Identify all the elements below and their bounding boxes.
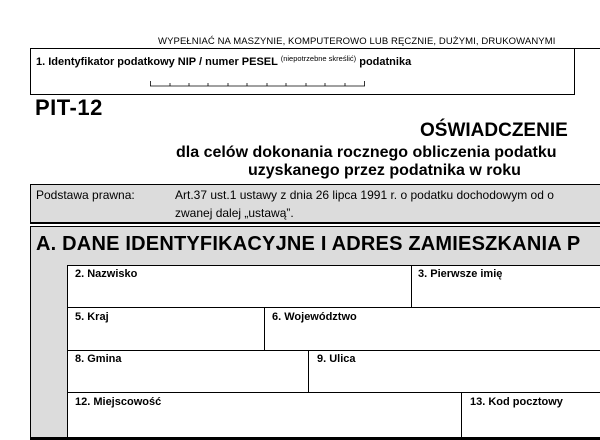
identifier-label xyxy=(36,54,411,68)
field-nazwisko-label: 2. Nazwisko xyxy=(75,268,138,280)
fill-instruction: WYPEŁNIAĆ NA MASZYNIE, KOMPUTEROWO LUB RĘCZNIE, DUŻYMI, DRUKOWANYMI xyxy=(158,36,556,47)
field-nazwisko[interactable] xyxy=(67,265,412,308)
field-ulica-label: 9. Ulica xyxy=(317,353,356,365)
field-wojewodztwo[interactable] xyxy=(264,307,600,351)
legal-basis-label: Podstawa prawna: xyxy=(36,188,135,202)
form-subtitle-line1: dla celów dokonania rocznego obliczenia podatku xyxy=(176,144,557,161)
field-gmina-label: 8. Gmina xyxy=(75,353,122,365)
identifier-digit-ticks[interactable] xyxy=(150,78,366,88)
field-pierwsze-imie-label: 3. Pierwsze imię xyxy=(418,268,503,280)
field-miejscowosc-label: 12. Miejscowość xyxy=(75,396,162,408)
identifier-label-note: (niepotrzebne skreślić) xyxy=(280,54,357,63)
field-wojewodztwo-label: 6. Województwo xyxy=(272,311,357,323)
field-kraj[interactable] xyxy=(67,307,265,351)
field-kod-pocztowy-label: 13. Kod pocztowy xyxy=(470,396,563,408)
field-pierwsze-imie[interactable] xyxy=(411,265,600,308)
form-subtitle-line2: uzyskanego przez podatnika w roku xyxy=(248,162,521,179)
form-title: OŚWIADCZENIE xyxy=(420,120,568,141)
form-code: PIT-12 xyxy=(35,95,103,120)
field-gmina[interactable] xyxy=(67,350,309,393)
field-miejscowosc[interactable] xyxy=(67,392,462,440)
field-ulica[interactable] xyxy=(308,350,600,393)
field-kod-pocztowy[interactable] xyxy=(461,392,600,440)
legal-basis-text-line2: zwanej dalej „ustawą”. xyxy=(175,206,294,220)
legal-basis-text-line1: Art.37 ust.1 ustawy z dnia 26 lipca 1991 r. o podatku dochodowym od o xyxy=(175,188,554,202)
identifier-label-main: 1. Identyfikator podatkowy NIP / numer PESEL xyxy=(36,56,278,68)
identifier-label-suffix: podatnika xyxy=(359,56,412,68)
section-a-title: A. DANE IDENTYFIKACYJNE I ADRES ZAMIESZKANIA P xyxy=(36,233,581,255)
field-kraj-label: 5. Kraj xyxy=(75,311,109,323)
